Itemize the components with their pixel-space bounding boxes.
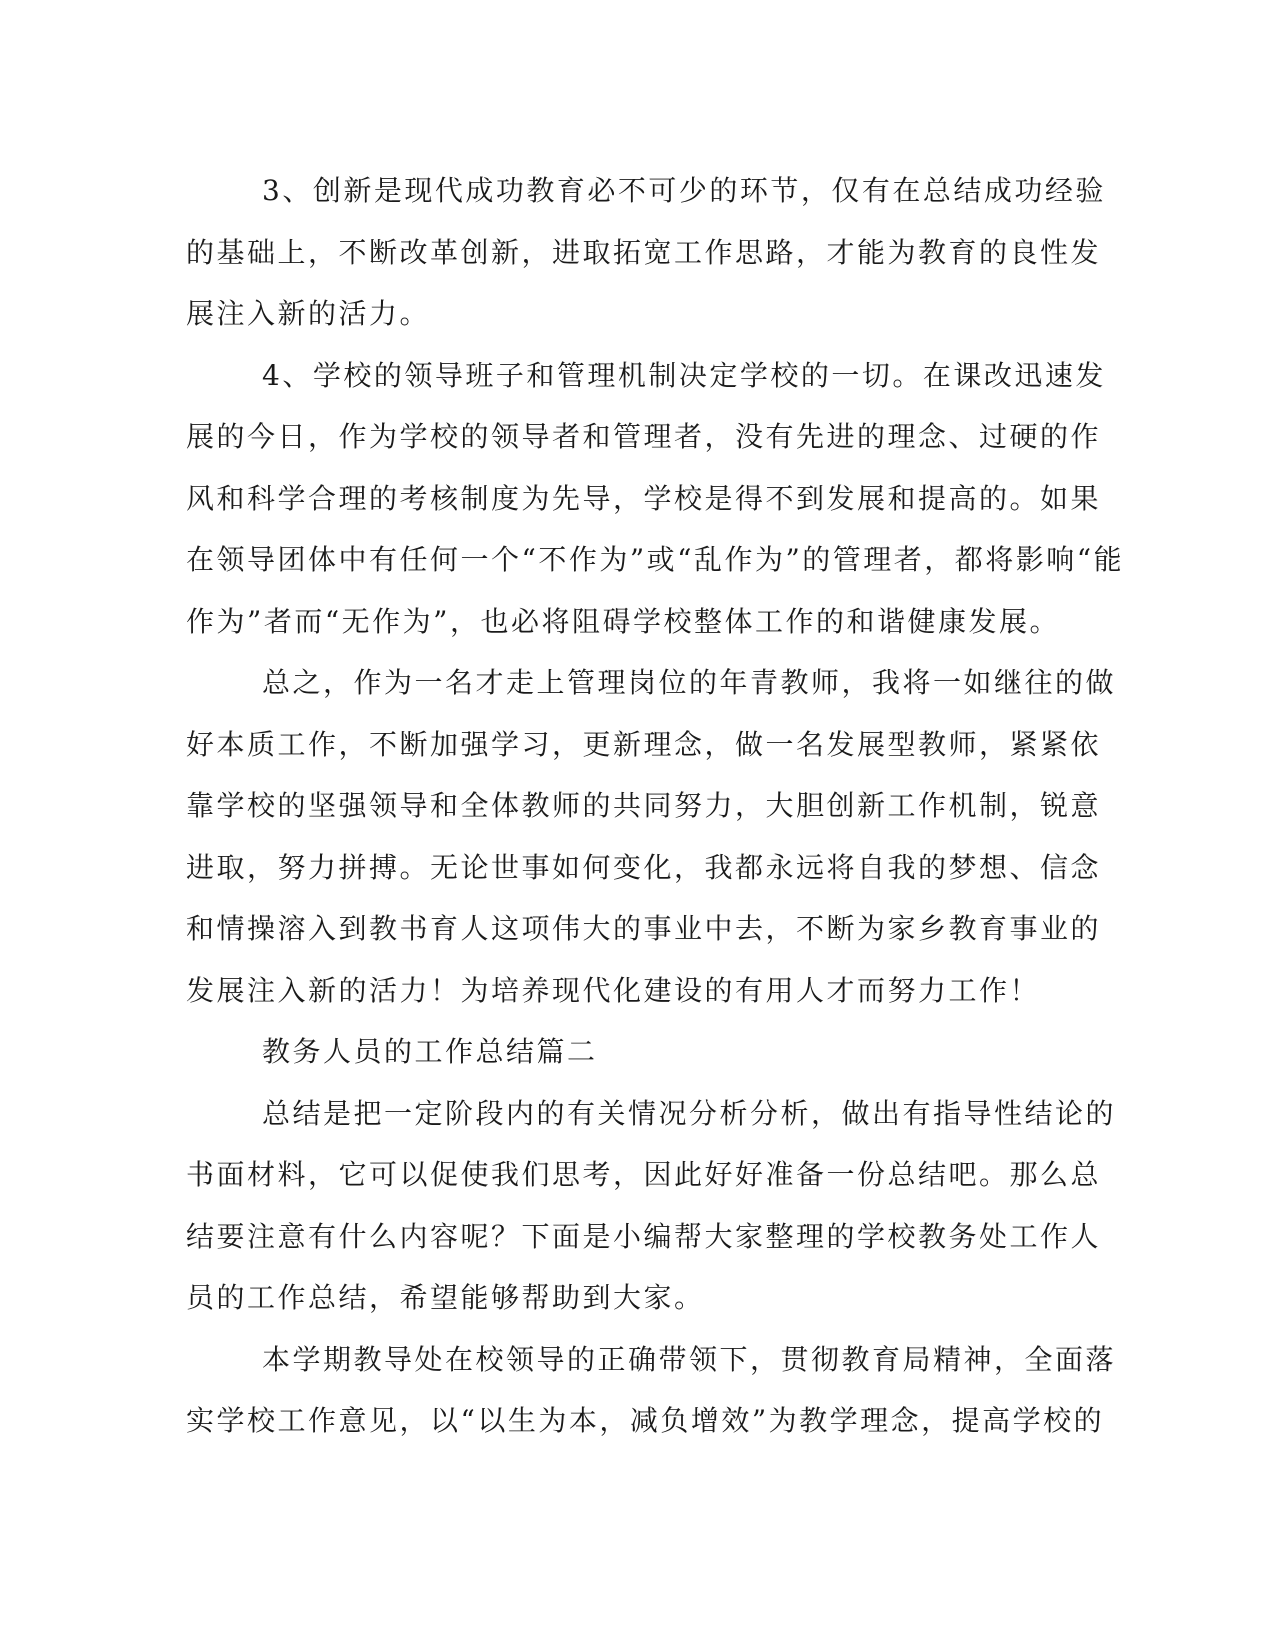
conclusion-line-3: 靠学校的坚强领导和全体教师的共同努力，大胆创新工作机制，锐意 bbox=[186, 789, 1102, 822]
body-line-2: 实学校工作意见，以“以生为本，减负增效”为教学理念，提高学校的 bbox=[186, 1404, 1105, 1437]
paragraph-4-line-5: 作为”者而“无作为”，也必将阻碍学校整体工作的和谐健康发展。 bbox=[186, 604, 1060, 638]
body-line-1: 本学期教导处在校领导的正确带领下，贯彻教育局精神，全面落 bbox=[262, 1342, 1117, 1376]
intro-line-4: 员的工作总结，希望能够帮助到大家。 bbox=[186, 1281, 705, 1314]
document-body bbox=[186, 160, 1125, 1452]
paragraph-4-line-1: 4、学校的领导班子和管理机制决定学校的一切。在课改迅速发 bbox=[262, 358, 1106, 392]
section-heading: 教务人员的工作总结篇二 bbox=[262, 1035, 598, 1068]
paragraph-3-line-1: 3、创新是现代成功教育必不可少的环节，仅有在总结成功经验 bbox=[262, 174, 1106, 207]
conclusion-line-2: 好本质工作，不断加强学习，更新理念，做一名发展型教师，紧紧依 bbox=[186, 727, 1102, 761]
conclusion-line-4: 进取，努力拼搏。无论世事如何变化，我都永远将自我的梦想、信念 bbox=[186, 850, 1102, 884]
paragraph-4-line-3: 风和科学合理的考核制度为先导，学校是得不到发展和提高的。如果 bbox=[186, 481, 1102, 515]
paragraph-4-line-2: 展的今日，作为学校的领导者和管理者，没有先进的理念、过硬的作 bbox=[186, 420, 1102, 453]
conclusion-line-1: 总之，作为一名才走上管理岗位的年青教师，我将一如继往的做 bbox=[262, 666, 1117, 699]
paragraph-4-line-4: 在领导团体中有任何一个“不作为”或“乱作为”的管理者，都将影响“能 bbox=[186, 543, 1125, 576]
intro-line-3: 结要注意有什么内容呢？下面是小编帮大家整理的学校教务处工作人 bbox=[186, 1219, 1102, 1253]
intro-line-2: 书面材料，它可以促使我们思考，因此好好准备一份总结吧。那么总 bbox=[186, 1158, 1102, 1191]
conclusion-line-6: 发展注入新的活力！为培养现代化建设的有用人才而努力工作！ bbox=[186, 973, 1041, 1007]
intro-line-1: 总结是把一定阶段内的有关情况分析分析，做出有指导性结论的 bbox=[262, 1096, 1117, 1130]
paragraph-3-line-2: 的基础上，不断改革创新，进取拓宽工作思路，才能为教育的良性发 bbox=[186, 235, 1102, 269]
conclusion-line-5: 和情操溶入到教书育人这项伟大的事业中去，不断为家乡教育事业的 bbox=[186, 912, 1102, 945]
paragraph-3-line-3: 展注入新的活力。 bbox=[186, 297, 431, 330]
